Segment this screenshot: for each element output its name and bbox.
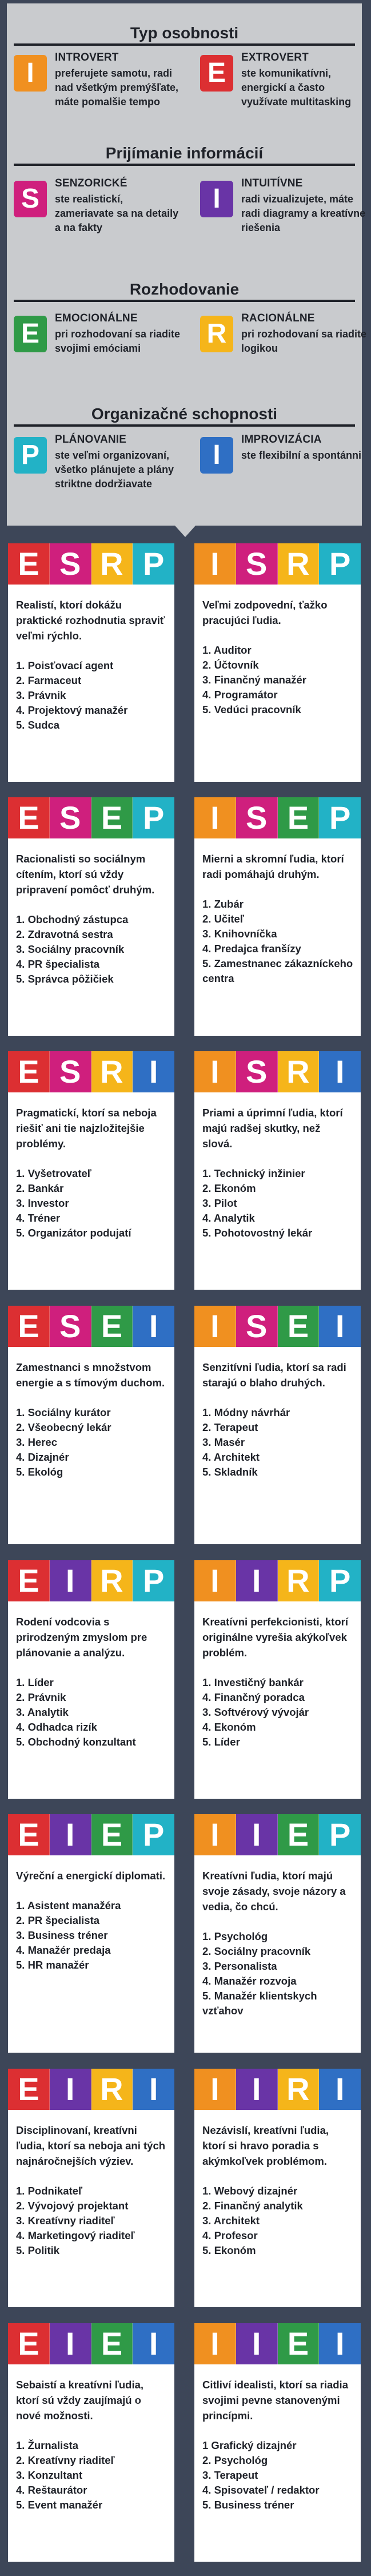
option-name: INTROVERT [55, 51, 119, 63]
option-name: IMPROVIZÁCIA [241, 434, 322, 446]
type-letter-tile: P [133, 797, 174, 838]
job-list [202, 1405, 357, 1480]
type-letter-tile: I [194, 1051, 236, 1092]
type-letter-tile: E [278, 2323, 320, 2364]
job-item: 1. Webový dizajnér [202, 2185, 298, 2197]
type-code-tiles [194, 2323, 361, 2364]
job-item: 1. Žurnalista [16, 2439, 78, 2451]
job-item: 5. Skladník [202, 1466, 258, 1478]
job-item: 2. Finančný analytik [202, 2200, 303, 2212]
type-letter-tile: I [319, 1306, 361, 1347]
job-item: 2. Právnik [16, 1691, 66, 1703]
letter-badge: I [200, 181, 233, 217]
type-letter-tile: S [50, 1051, 91, 1092]
job-item: 3. Právnik [16, 689, 66, 701]
card-description: Senzitívni ľudia, ktorí sa radi starajú o blaho druhých. [202, 1361, 346, 1389]
job-item: 5. Pohotovostný lekár [202, 1227, 313, 1239]
job-list [202, 1166, 357, 1241]
type-code-tiles [194, 1306, 361, 1347]
job-item: 1 Grafický dizajnér [202, 2439, 297, 2451]
type-letter-tile: R [91, 2069, 133, 2110]
type-letter-tile: P [319, 543, 361, 585]
card-description: Rodení vodcovia s prirodzeným zmyslom pre plánovanie a analýzu. [16, 1616, 147, 1659]
section-title: Prijímanie informácií [105, 144, 264, 162]
type-letter-tile: E [8, 1814, 50, 1855]
job-list [16, 2438, 170, 2513]
job-item: 2. Terapeut [202, 1421, 258, 1433]
job-item: 3. Finančný manažér [202, 674, 306, 686]
card-description: Citliví idealisti, ktorí sa riadia svojimi pevne stanovenými princípmi. [202, 2379, 348, 2422]
type-letter-tile: I [50, 1560, 91, 1601]
job-item: 4. Analytik [202, 1212, 255, 1224]
type-letter-tile: E [8, 1560, 50, 1601]
card-description: Výreční a energickí diplomati. [16, 1870, 166, 1882]
job-item: 4. Programátor [202, 689, 278, 701]
job-item: 4. Manažér rozvoja [202, 1975, 297, 1987]
option-intuitive [200, 177, 366, 246]
type-letter-tile: S [50, 1306, 91, 1347]
job-item: 5. Politik [16, 2244, 60, 2256]
job-item: 1. Technický inžinier [202, 1167, 305, 1179]
job-item: 2. Farmaceut [16, 674, 82, 686]
type-letter-tile: P [133, 543, 174, 585]
letter-badge: I [14, 55, 47, 92]
card-description: Mierni a skromní ľudia, ktorí radi pomáhajú druhým. [202, 853, 344, 880]
job-item: 4. Marketingový riaditeľ [16, 2229, 135, 2241]
option-extrovert [200, 51, 366, 120]
type-letter-tile: R [278, 543, 320, 585]
type-letter-tile: I [319, 1051, 361, 1092]
option-rational [200, 312, 366, 381]
option-name: PLÁNOVANIE [55, 434, 127, 446]
option-desc: pri rozhodovaní sa riadite svojimi emóciami [55, 328, 181, 354]
job-item: 4. Projektový manažér [16, 704, 128, 716]
job-item: 1. Zubár [202, 898, 244, 910]
card-description: Racionalisti so sociálnym cítením, ktorí sú vždy pripravení pomôcť druhým. [16, 853, 155, 896]
job-item: 3. Terapeut [202, 2469, 258, 2481]
job-item: 5. Líder [202, 1736, 240, 1748]
section-title: Typ osobnosti [130, 24, 239, 42]
job-item: 5. Organizátor podujatí [16, 1227, 131, 1239]
type-letter-tile: E [278, 797, 320, 838]
job-item: 1. Obchodný zástupca [16, 913, 129, 925]
job-item: 4. Odhadca rizík [16, 1721, 97, 1733]
type-letter-tile: I [319, 2069, 361, 2110]
type-letter-tile: I [236, 2069, 278, 2110]
job-item: 1. Sociálny kurátor [16, 1406, 111, 1418]
option-desc: ste flexibilní a spontánni [241, 450, 362, 461]
section-divider [14, 424, 355, 427]
job-item: 3. Herec [16, 1436, 57, 1448]
section-divider [14, 164, 355, 166]
job-list [202, 1675, 357, 1750]
type-letter-tile: S [50, 543, 91, 585]
letter-badge: S [14, 181, 47, 217]
personality-card-esei [8, 1306, 174, 1544]
job-item: 5. Obchodný konzultant [16, 1736, 136, 1748]
type-letter-tile: P [319, 1814, 361, 1855]
job-item: 3. Architekt [202, 2215, 260, 2227]
job-item: 5. Zamestnanec zákazníckeho centra [202, 957, 353, 984]
job-item: 3. Kreatívny riaditeľ [16, 2215, 115, 2227]
type-code-tiles [194, 1051, 361, 1092]
type-letter-tile: I [50, 2069, 91, 2110]
type-letter-tile: I [236, 1814, 278, 1855]
personality-card-eiep [8, 1814, 174, 2053]
job-item: 3. Investor [16, 1197, 69, 1209]
type-letter-tile: I [194, 1814, 236, 1855]
personality-card-isri [194, 1051, 361, 1290]
type-letter-tile: E [8, 1051, 50, 1092]
job-item: 2. PR špecialista [16, 1914, 100, 1926]
option-name: EMOCIONÁLNE [55, 312, 138, 324]
card-description: Pragmatickí, ktorí sa neboja riešiť ani tie najzložitejšie problémy. [16, 1107, 157, 1150]
personality-card-esri [8, 1051, 174, 1290]
card-description: Sebaistí a kreatívni ľudia, ktorí sú vždy zaujímajú o nové možnosti. [16, 2379, 144, 2422]
type-code-tiles [194, 1814, 361, 1855]
job-list [16, 2184, 170, 2258]
type-code-tiles [8, 1306, 174, 1347]
job-item: 5. HR manažér [16, 1959, 89, 1971]
job-item: 2. Učiteľ [202, 913, 244, 925]
type-code-tiles [8, 1051, 174, 1092]
job-item: 2. Ekonóm [202, 1182, 256, 1194]
job-item: 3. Personalista [202, 1960, 277, 1972]
job-item: 3. Sociálny pracovník [16, 943, 125, 955]
type-letter-tile: R [91, 1051, 133, 1092]
type-letter-tile: E [8, 797, 50, 838]
job-item: 5. Event manažér [16, 2499, 103, 2511]
job-item: 3. Masér [202, 1436, 245, 1448]
type-letter-tile: I [50, 2323, 91, 2364]
type-letter-tile: P [319, 797, 361, 838]
section-divider [14, 300, 355, 302]
job-item: 4. Profesor [202, 2229, 258, 2241]
type-code-tiles [8, 797, 174, 838]
job-list [16, 1405, 170, 1480]
type-letter-tile: I [50, 1814, 91, 1855]
type-letter-tile: E [8, 2069, 50, 2110]
personality-card-iiei [194, 2323, 361, 2562]
job-item: 5. Vedúci pracovník [202, 703, 301, 715]
job-item: 1. Psychológ [202, 1930, 268, 1942]
type-letter-tile: I [194, 1560, 236, 1601]
job-list [202, 2184, 357, 2258]
job-item: 4. Manažér predaja [16, 1944, 111, 1956]
type-letter-tile: I [194, 1306, 236, 1347]
job-item: 4. Predajca franšízy [202, 943, 301, 955]
personality-card-eiri [8, 2069, 174, 2307]
job-item: 1. Investičný bankár [202, 1676, 304, 1688]
type-letter-tile: R [278, 1051, 320, 1092]
job-item: 1. Auditor [202, 644, 252, 656]
job-item: 3. Pilot [202, 1197, 237, 1209]
personality-card-iiep [194, 1814, 361, 2053]
job-item: 1. Módny návrhár [202, 1406, 290, 1418]
section-divider [14, 43, 355, 46]
option-desc: radi vizualizujete, máte radi diagramy a kreatívne riešenia [241, 193, 366, 233]
job-item: 4. Spisovateľ / redaktor [202, 2484, 320, 2496]
job-list [16, 912, 170, 987]
job-item: 2. Všeobecný lekár [16, 1421, 111, 1433]
job-item: 1. Líder [16, 1676, 54, 1688]
type-letter-tile: R [278, 1560, 320, 1601]
type-letter-tile: I [133, 2069, 174, 2110]
letter-badge: R [200, 316, 233, 352]
job-list [202, 1929, 357, 2018]
personality-card-iiri [194, 2069, 361, 2307]
section-title: Rozhodovanie [129, 280, 240, 298]
personality-card-eirp [8, 1560, 174, 1799]
type-code-tiles [8, 2323, 174, 2364]
type-code-tiles [8, 1560, 174, 1601]
job-item: 1. Poisťovací agent [16, 659, 114, 671]
job-item: 5. Ekonóm [202, 2244, 256, 2256]
job-list [202, 897, 357, 986]
type-letter-tile: S [236, 797, 278, 838]
job-item: 3. Business tréner [16, 1929, 108, 1941]
job-item: 2. Psychológ [202, 2454, 268, 2466]
option-name: INTUITÍVNE [241, 177, 303, 189]
job-list [16, 1166, 170, 1241]
type-letter-tile: R [91, 543, 133, 585]
job-item: 4. Tréner [16, 1212, 61, 1224]
job-item: 5. Ekológ [16, 1466, 63, 1478]
card-description: Realistí, ktorí dokážu praktické rozhodnutia spraviť veľmi rýchlo. [16, 599, 165, 642]
job-item: 2. Bankár [16, 1182, 64, 1194]
type-letter-tile: E [278, 1814, 320, 1855]
personality-card-esrp [8, 543, 174, 782]
job-item: 4. Finančný poradca [202, 1691, 305, 1703]
card-description: Kreatívni perfekcionisti, ktorí originálne vyrešia akýkoľvek problém. [202, 1616, 348, 1659]
legend-panel [7, 3, 367, 526]
option-desc: ste veľmi organizovaní, všetko plánujete a plány striktne dodržiavate [55, 450, 174, 490]
type-letter-tile: E [8, 543, 50, 585]
job-item: 4. Ekonóm [202, 1721, 256, 1733]
job-item: 4. Architekt [202, 1451, 260, 1463]
type-letter-tile: E [91, 2323, 133, 2364]
type-letter-tile: E [278, 1306, 320, 1347]
job-list [16, 658, 170, 733]
letter-badge: P [14, 437, 47, 474]
type-letter-tile: E [91, 797, 133, 838]
job-item: 1. Vyšetrovateľ [16, 1167, 91, 1179]
card-description: Kreatívni ľudia, ktorí majú svoje zásady, svoje názory a vedia, čo chcú. [202, 1870, 346, 1913]
type-letter-tile: P [319, 1560, 361, 1601]
type-letter-tile: S [50, 797, 91, 838]
type-code-tiles [194, 797, 361, 838]
personality-card-isep [194, 797, 361, 1036]
option-planning [14, 434, 179, 502]
type-letter-tile: I [194, 543, 236, 585]
job-item: 4. Dizajnér [16, 1451, 69, 1463]
type-letter-tile: I [133, 2323, 174, 2364]
job-item: 2. Zdravotná sestra [16, 928, 113, 940]
card-description: Veľmi zodpovední, ťažko pracujúci ľudia. [202, 599, 328, 626]
job-item: 2. Vývojový projektant [16, 2200, 129, 2212]
option-name: EXTROVERT [241, 51, 309, 63]
job-item: 2. Sociálny pracovník [202, 1945, 311, 1957]
type-code-tiles [194, 2069, 361, 2110]
job-item: 5. Správca pôžičiek [16, 973, 114, 985]
job-item: 1. Podnikateľ [16, 2185, 83, 2197]
personality-card-eiei [8, 2323, 174, 2562]
job-item: 5. Sudca [16, 719, 60, 731]
personality-card-iirp [194, 1560, 361, 1799]
option-desc: preferujete samotu, radi nad všetkým premýšľate, máte pomalšie tempo [55, 67, 179, 108]
option-name: SENZORICKÉ [55, 177, 127, 189]
job-item: 3. Konzultant [16, 2469, 83, 2481]
job-list [16, 1898, 170, 1973]
legend-pointer [175, 526, 196, 537]
type-letter-tile: P [133, 1814, 174, 1855]
type-letter-tile: E [8, 1306, 50, 1347]
type-code-tiles [194, 1560, 361, 1601]
type-letter-tile: I [133, 1051, 174, 1092]
type-letter-tile: E [91, 1814, 133, 1855]
card-description: Disciplinovaní, kreatívni ľudia, ktorí sa neboja ani tých najnáročnejších výziev. [16, 2124, 166, 2167]
option-emotional [14, 312, 179, 381]
job-item: 5. Business tréner [202, 2499, 294, 2511]
card-description: Zamestnanci s množstvom energie a s tímovým duchom. [16, 1361, 165, 1389]
job-item: 3. Knihovníčka [202, 928, 277, 940]
option-sensoric [14, 177, 179, 246]
type-code-tiles [194, 543, 361, 585]
type-letter-tile: I [194, 2069, 236, 2110]
type-code-tiles [8, 1814, 174, 1855]
job-item: 3. Softvérový vývojár [202, 1706, 309, 1718]
job-list [202, 2438, 357, 2513]
section-title: Organizačné schopnosti [91, 405, 278, 423]
type-code-tiles [8, 543, 174, 585]
type-letter-tile: S [236, 1306, 278, 1347]
type-letter-tile: I [133, 1306, 174, 1347]
card-description: Nezávislí, kreatívni ľudia, ktorí si hravo poradia s akýmkoľvek problémom. [202, 2124, 329, 2167]
type-letter-tile: I [319, 2323, 361, 2364]
type-letter-tile: I [194, 797, 236, 838]
type-letter-tile: S [236, 1051, 278, 1092]
type-letter-tile: R [91, 1560, 133, 1601]
type-letter-tile: I [194, 2323, 236, 2364]
letter-badge: I [200, 437, 233, 474]
type-letter-tile: E [8, 2323, 50, 2364]
option-name: RACIONÁLNE [241, 312, 315, 324]
card-description: Priami a úprimní ľudia, ktorí majú radšej skutky, než slová. [202, 1107, 343, 1150]
job-item: 1. Asistent manažéra [16, 1899, 121, 1911]
job-list [202, 643, 357, 717]
letter-badge: E [14, 316, 47, 352]
job-item: 2. Kreatívny riaditeľ [16, 2454, 115, 2466]
option-desc: ste realistickí, zameriavate sa na detaily a na fakty [55, 193, 179, 233]
personality-card-isei [194, 1306, 361, 1544]
personality-card-esep [8, 797, 174, 1036]
type-letter-tile: P [133, 1560, 174, 1601]
type-code-tiles [8, 2069, 174, 2110]
personality-card-isrp [194, 543, 361, 782]
option-desc: pri rozhodovaní sa riadite logikou [241, 328, 367, 354]
type-letter-tile: I [236, 2323, 278, 2364]
option-introvert [14, 51, 179, 120]
type-letter-tile: R [278, 2069, 320, 2110]
job-item: 5. Manažér klientskych vzťahov [202, 1990, 317, 2017]
option-desc: ste komunikatívni, energickí a často využívate multitasking [241, 67, 352, 108]
job-item: 4. Reštaurátor [16, 2484, 87, 2496]
job-item: 3. Analytik [16, 1706, 69, 1718]
type-letter-tile: S [236, 543, 278, 585]
job-item: 2. Účtovník [202, 659, 259, 671]
type-letter-tile: I [236, 1560, 278, 1601]
option-improvisation [200, 434, 366, 502]
type-letter-tile: E [91, 1306, 133, 1347]
job-item: 4. PR špecialista [16, 958, 100, 970]
job-list [16, 1675, 170, 1750]
letter-badge: E [200, 55, 233, 92]
